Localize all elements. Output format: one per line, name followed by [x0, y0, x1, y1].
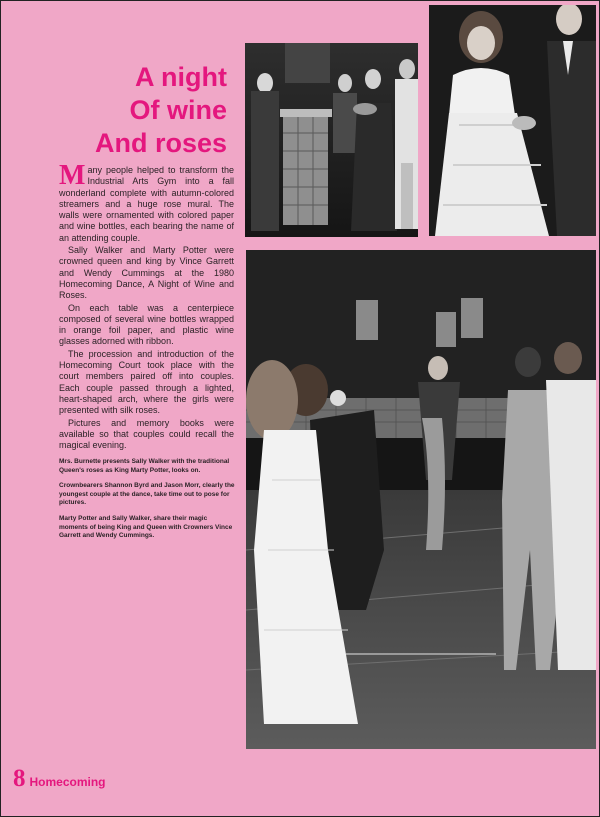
- section-label: Homecoming: [29, 775, 106, 789]
- photo-captions: [59, 458, 237, 548]
- folio: [13, 765, 106, 793]
- paragraph-1-text: any people helped to transform the Industrial Arts Gym into a fall wonderland complete with autumn-colored streamers and a huge rose mural. The walls were ornamented with colored paper and wine bottles, each bearing the name of an attending couple.: [59, 165, 234, 243]
- photo-queen-roses-image: [245, 43, 418, 237]
- photo-king-queen-dance-image: [246, 250, 596, 749]
- photo-queen-roses: [245, 43, 418, 237]
- paragraph-2: Sally Walker and Marty Potter were crowned queen and king by Vince Garrett and Wendy Cummings at the 1980 Homecoming Dance, A Night of Wine and Roses.: [59, 245, 234, 301]
- headline-line-2: Of wine: [129, 95, 227, 125]
- headline-line-3: And roses: [94, 128, 227, 158]
- article-body: [59, 160, 234, 452]
- caption-3: Marty Potter and Sally Walker, share their magic moments of being King and Queen with Crowners Vince Garrett and Wendy Cummings.: [59, 514, 233, 540]
- caption-2: Crownbearers Shannon Byrd and Jason Morr, clearly the youngest couple at the dance, take time out to pose for pictures.: [59, 482, 235, 507]
- photo-crownbearers-image: [429, 5, 596, 236]
- photo-crownbearers: [429, 5, 596, 236]
- paragraph-5: Pictures and memory books were available so that couples could recall the magical evening.: [59, 417, 234, 451]
- paragraph-1: [59, 160, 234, 244]
- drop-cap: M: [59, 160, 86, 191]
- headline-line-1: A night: [135, 62, 227, 92]
- paragraph-4: The procession and introduction of the Homecoming Court took place with the court members paired off into couples. Each couple passed through a lighted, heart-shaped arch, where the girls were presented with silk roses.: [59, 348, 234, 416]
- paragraph-3: On each table was a centerpiece composed of several wine bottles wrapped in orange foil paper, and plastic wine glasses adorned with ribbon.: [59, 302, 234, 347]
- headline: [7, 61, 227, 160]
- caption-1: Mrs. Burnette presents Sally Walker with the traditional Queen's roses as King Marty Potter, looks on.: [59, 458, 230, 474]
- photo-king-queen-dance: [246, 250, 596, 749]
- page-number: 8: [13, 765, 26, 792]
